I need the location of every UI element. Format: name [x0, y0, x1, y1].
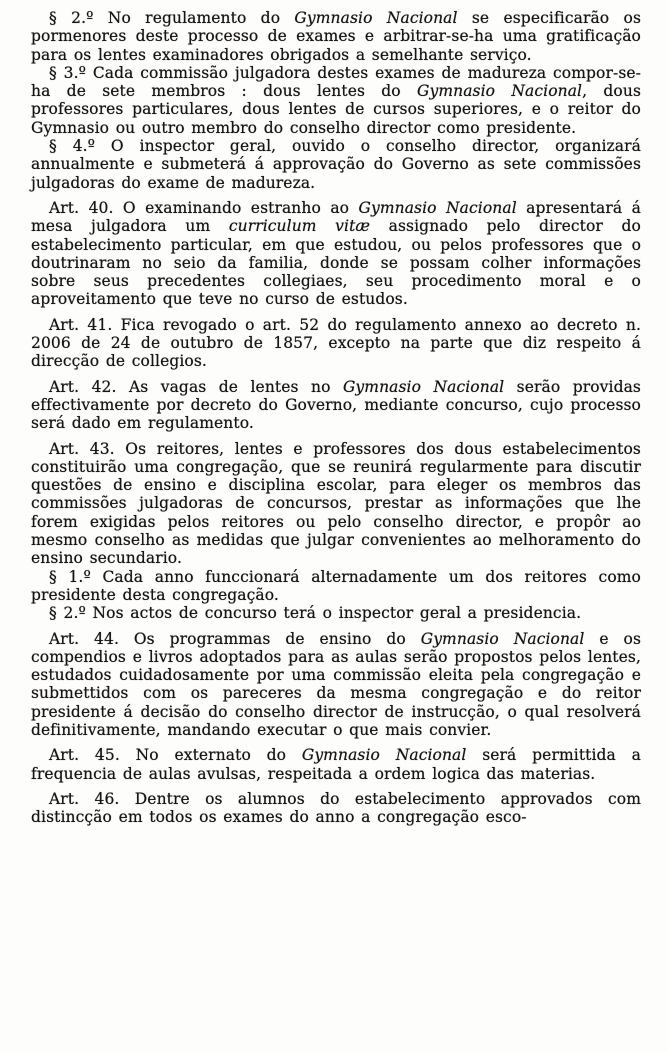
text-run: serão providas effectivamente por decreto do Governo, mediante concurso, cujo processo será dado em regulamento.: [31, 377, 641, 433]
text-run: apresentará á mesa julgadora um: [31, 198, 641, 236]
italic-text-run: Gymnasio Nacional: [294, 9, 458, 27]
section-4: [31, 137, 641, 192]
text-run: § 3.º Cada commissão julgadora destes exames de madureza compor-se-ha de sete membros : dous lentes do: [31, 63, 641, 101]
section-43-1: [31, 568, 641, 605]
italic-text-run: Gymnasio Nacional: [301, 746, 467, 765]
text-run: § 2.º Nos actos de concurso terá o inspector geral a presidencia.: [49, 604, 582, 623]
article-43: [31, 440, 641, 568]
article-44: [31, 630, 641, 740]
text-run: , dous professores particulares, dous lentes de cursos superiores, e o reitor do Gymnasio ou outro membro do conselho director como presidente.: [31, 82, 641, 137]
article-46: [31, 790, 641, 827]
article-45: [31, 746, 641, 783]
text-run: e os compendios e livros adoptados para as aulas serão propostos pelos lentes, estudados cuidadosamente por uma commissão eleita pela congregação e submettidos com os pareceres da mesma congregação e do reitor presidente á decisão do conselho director de instrucção, o qual resolverá definitivamente, mandando executar o que mais convier.: [31, 629, 641, 739]
document-text: [31, 9, 641, 826]
italic-text-run: Gymnasio Nacional: [342, 377, 505, 396]
text-run: Art. 46. Dentre os alumnos do estabelecimento approvados com distincção em todos os exames do anno a congregação esco-: [31, 789, 641, 827]
text-run: Art. 43. Os reitores, lentes e professores dos dous estabelecimentos constituirão uma congregação, que se reunirá regularmente para discutir questões de ensino e disciplina escolar, para eleger os membros das commissões julgadoras de concursos, prestar as informações que lhe forem exigidas pelos reitores ou pelo conselho director, e propôr ao mesmo conselho as medidas que julgar convenientes ao melhoramento do ensino secundario.: [31, 439, 641, 568]
italic-text-run: Gymnasio Nacional: [358, 198, 517, 217]
article-40: [31, 199, 641, 309]
text-run: § 2.º No regulamento do: [49, 9, 295, 27]
italic-text-run: Gymnasio Nacional: [420, 629, 585, 648]
text-run: § 1.º Cada anno funccionará alternadamente um dos reitores como presidente desta congregação.: [31, 567, 641, 604]
italic-text-run: Gymnasio Nacional: [417, 82, 583, 101]
text-run: Art. 44. Os programmas de ensino do: [49, 629, 421, 648]
text-run: Art. 41. Fica revogado o art. 52 do regulamento annexo ao decreto n. 2006 de 24 de outubro de 1857, excepto na parte que diz respeito á direcção de collegios.: [31, 315, 641, 371]
section-43-2: [31, 604, 641, 622]
text-run: Art. 40. O examinando estranho ao: [49, 198, 359, 217]
text-run: § 4.º O inspector geral, ouvido o conselho director, organizará annualmente e submeterá á approvação do Governo as sete commissões julgadoras do exame de madureza.: [31, 137, 641, 192]
article-41: [31, 316, 641, 371]
section-3: [31, 64, 641, 137]
text-run: será permittida a frequencia de aulas avulsas, respeitada a ordem logica das materias.: [31, 746, 641, 783]
text-run: se especificarão os pormenores deste processo de exames e arbitrar-se-ha uma gratificação para os lentes examinadores obrigados a semelhante serviço.: [31, 9, 642, 64]
article-42: [31, 378, 641, 433]
section-2: [31, 9, 641, 64]
text-run: Art. 45. No externato do: [49, 746, 302, 765]
text-run: assignado pelo director do estabelecimento particular, em que estudou, ou pelos professores que o doutrinaram no seio da familia, donde se possam colher informações sobre seus precedentes collegiaes, seu procedimento moral e o aproveitamento que teve no curso de estudos.: [31, 217, 641, 309]
italic-text-run: curriculum vitæ: [228, 217, 371, 236]
text-run: Art. 42. As vagas de lentes no: [49, 377, 343, 396]
